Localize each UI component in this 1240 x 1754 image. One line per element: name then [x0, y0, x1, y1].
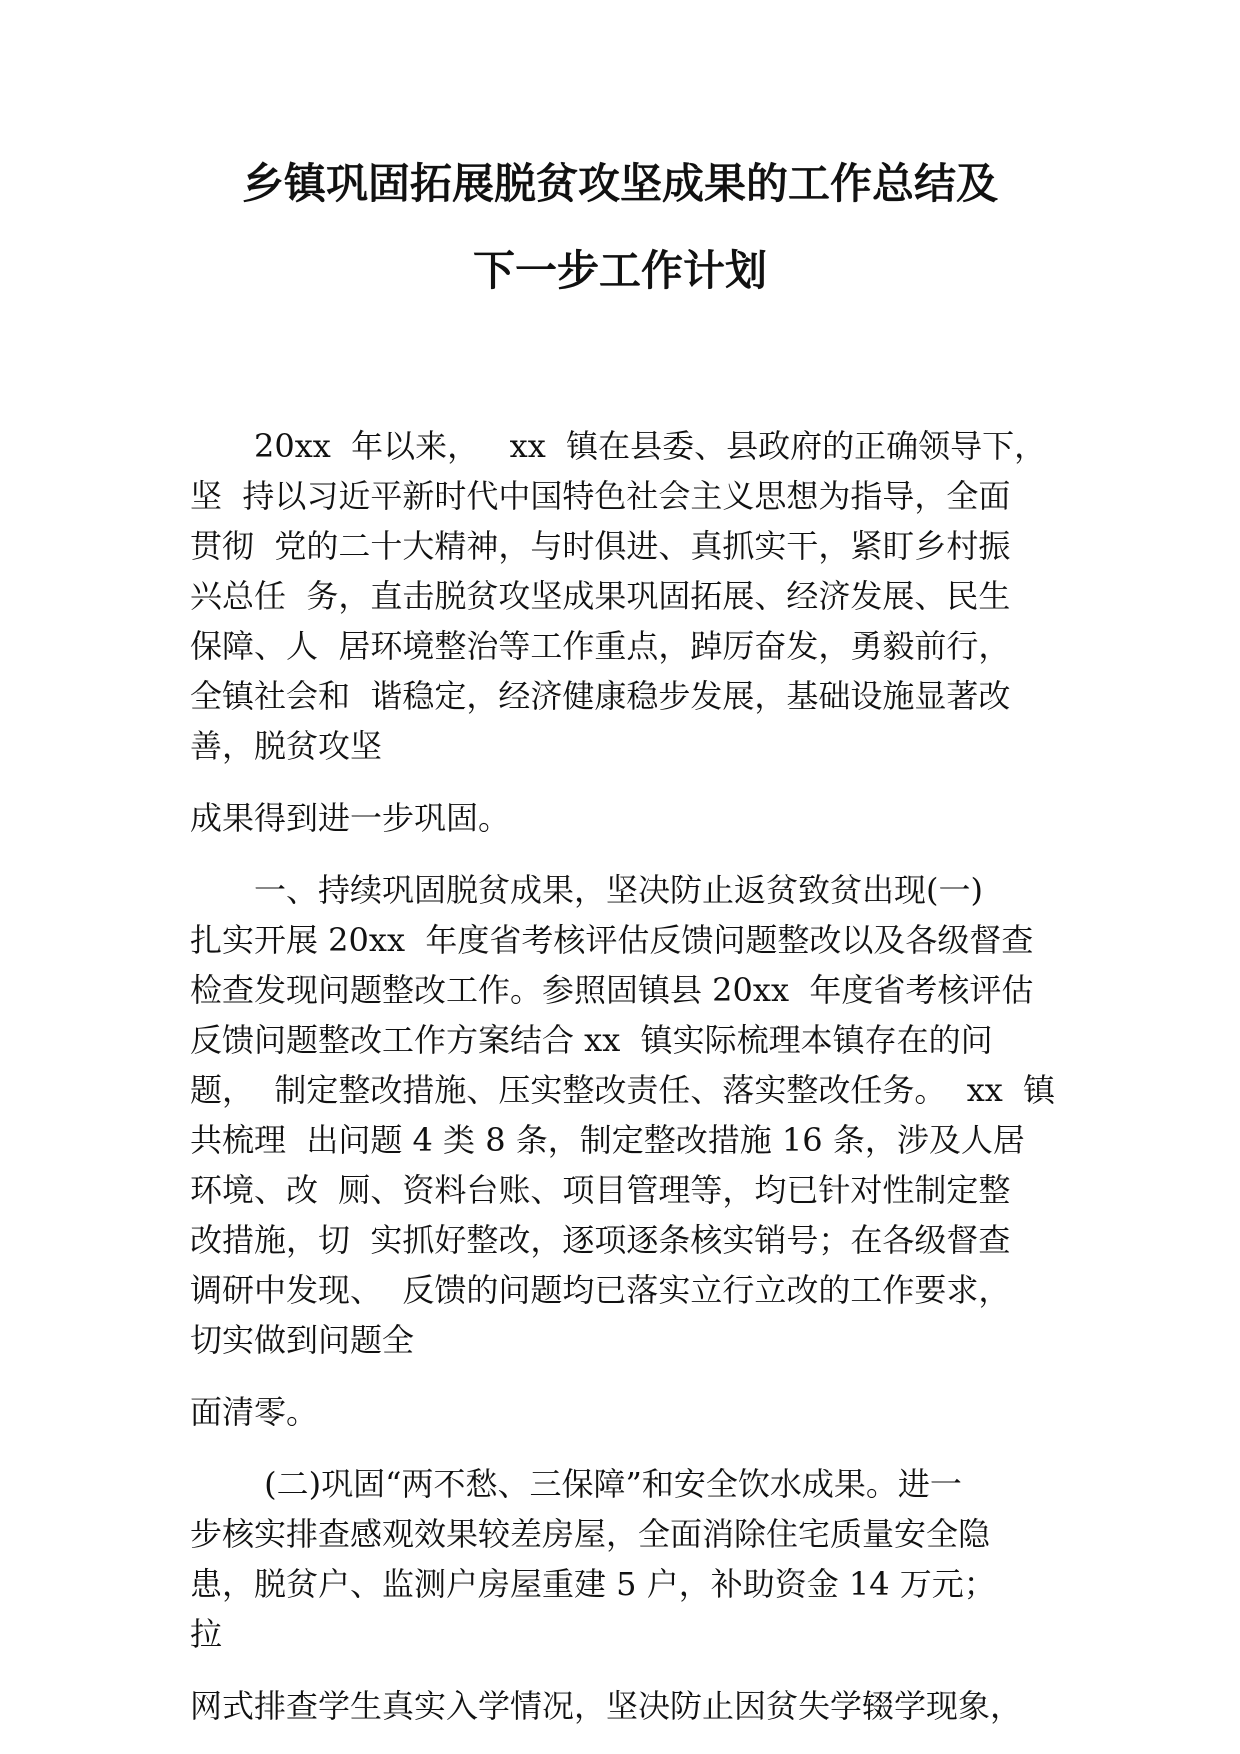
body-text-line: 网式排查学生真实入学情况，坚决防止因贫失学辍学现象，	[190, 1687, 1023, 1725]
body-text-line: 拉	[190, 1615, 223, 1653]
body-text-line: 贯彻 党的二十大精神，与时俱进、真抓实干，紧盯乡村振	[190, 527, 1011, 565]
body-text-line: 扎实开展 20xx 年度省考核评估反馈问题整改以及各级督查	[190, 921, 1034, 959]
body-text-line: 保障、人 居环境整治等工作重点，踔厉奋发，勇毅前行，	[190, 627, 1011, 665]
body-text-line: 20xx 年以来， xx 镇在县委、县政府的正确领导下，	[254, 427, 1047, 465]
body-text-line: 检查发现问题整改工作。参照固镇县 20xx 年度省考核评估	[190, 971, 1034, 1009]
body-text-line: 善，脱贫攻坚	[190, 727, 383, 765]
body-text-line: 全镇社会和 谐稳定，经济健康稳步发展，基础设施显著改	[190, 677, 1011, 715]
body-text-line: 成果得到进一步巩固。	[190, 799, 511, 837]
document-title-line-1: 乡镇巩固拓展脱贫攻坚成果的工作总结及	[241, 159, 998, 208]
body-text-line: 调研中发现、 反馈的问题均已落实立行立改的工作要求，	[190, 1271, 1011, 1309]
body-text-line: 患，脱贫户、监测户房屋重建 5 户，补助资金 14 万元；	[190, 1565, 996, 1603]
document-title-line-2: 下一步工作计划	[472, 246, 767, 295]
body-text-line: 切实做到问题全	[190, 1321, 415, 1359]
body-text-line: 一、持续巩固脱贫成果，坚决防止返贫致贫出现(一)	[254, 871, 983, 909]
body-text-line: 坚 持以习近平新时代中国特色社会主义思想为指导，全面	[190, 477, 1011, 515]
body-text-line: 兴总任 务，直击脱贫攻坚成果巩固拓展、经济发展、民生	[190, 577, 1011, 615]
body-text-line: 步核实排查感观效果较差房屋，全面消除住宅质量安全隐	[190, 1515, 991, 1553]
body-text-line: 面清零。	[190, 1393, 319, 1431]
body-text-line: (二)巩固“两不愁、三保障”和安全饮水成果。进一	[254, 1465, 962, 1503]
body-text-line: 共梳理 出问题 4 类 8 条，制定整改措施 16 条，涉及人居	[190, 1121, 1025, 1159]
body-text-line: 题， 制定整改措施、压实整改责任、落实整改任务。 xx 镇	[190, 1071, 1056, 1109]
body-text-line: 环境、改 厕、资料台账、项目管理等，均已针对性制定整	[190, 1171, 1011, 1209]
body-text-line: 改措施，切 实抓好整改，逐项逐条核实销号；在各级督查	[190, 1221, 1011, 1259]
body-text-line: 反馈问题整改工作方案结合 xx 镇实际梳理本镇存在的问	[190, 1021, 993, 1059]
